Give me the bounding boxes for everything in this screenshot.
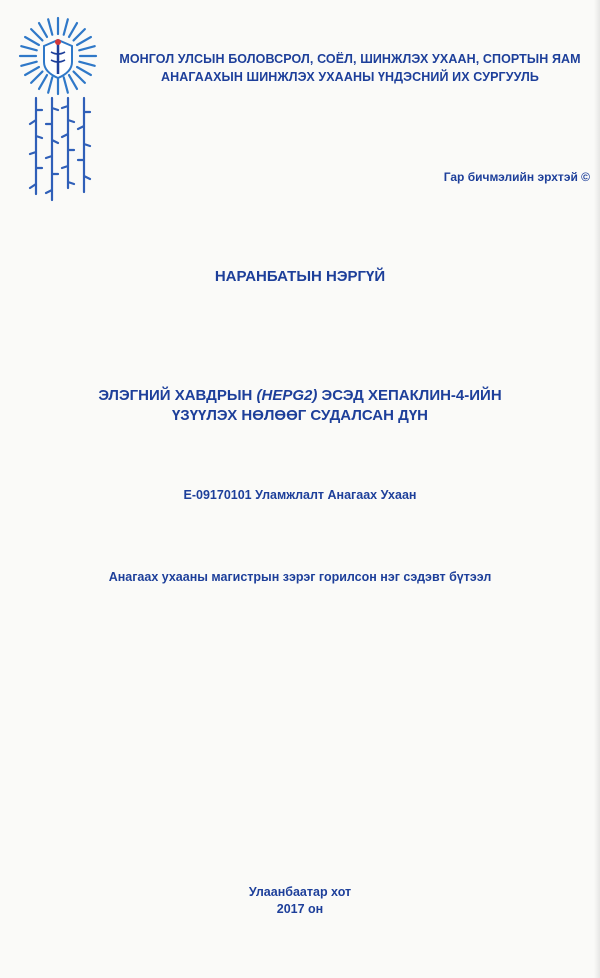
place-city: Улаанбаатар хот bbox=[248, 885, 352, 899]
title-cell-line: (HEPG2) bbox=[256, 387, 318, 404]
title-part-2: ЭСЭД ХЕПАКЛИН-4-ИЙН bbox=[317, 387, 502, 404]
place-year: 2017 он bbox=[276, 902, 324, 916]
ministry-name: МОНГОЛ УЛСЫН БОЛОВСРОЛ, СОЁЛ, ШИНЖЛЭХ УХААН, СПОРТЫН ЯАМ bbox=[119, 52, 581, 66]
thesis-title-line-2: ҮЗҮҮЛЭХ НӨЛӨӨГ СУДАЛСАН ДҮН bbox=[171, 407, 429, 424]
mongolian-script-icon bbox=[22, 96, 98, 206]
degree-statement: Анагаах ухааны магистрын зэрэг горилсон нэг сэдэвт бүтээл bbox=[108, 570, 492, 584]
specialty-code: E-09170101 Уламжлалт Анагаах Ухаан bbox=[183, 488, 417, 502]
university-logo-icon bbox=[18, 16, 98, 96]
university-name: АНАГААХЫН ШИНЖЛЭХ УХААНЫ ҮНДЭСНИЙ ИХ СУРГУУЛЬ bbox=[161, 70, 539, 84]
title-part-1: ЭЛЭГНИЙ ХАВДРЫН bbox=[98, 387, 257, 404]
author-name: НАРАНБАТЫН НЭРГҮЙ bbox=[214, 268, 386, 285]
thesis-title-line-1 bbox=[0, 386, 600, 406]
copyright-notice: Гар бичмэлийн эрхтэй © bbox=[443, 170, 590, 184]
